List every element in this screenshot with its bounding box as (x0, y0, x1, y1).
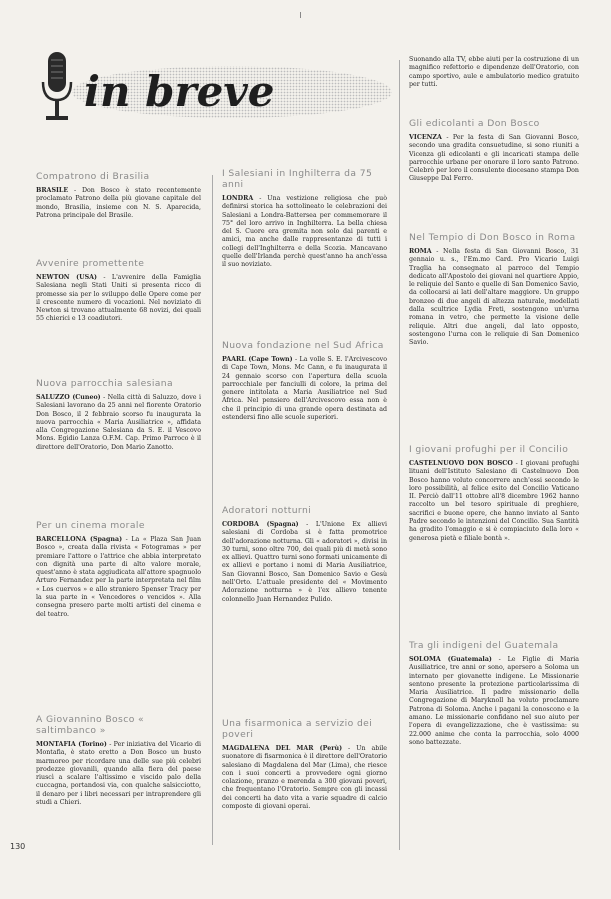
article-body (222, 521, 387, 604)
page-number: 130 (10, 842, 26, 851)
article (36, 520, 201, 619)
article-lead: PAARL (Cape Town) (222, 356, 293, 363)
article-title: Compatrono di Brasilia (36, 171, 150, 182)
article-body (36, 741, 201, 807)
article (409, 444, 579, 543)
article-title: Nel Tempio di Don Bosco in Roma (409, 232, 576, 243)
article-lead: CASTELNUOVO DON BOSCO (409, 460, 513, 467)
article-lead: BARCELLONA (Spagna) (36, 536, 123, 543)
article-text: - L'Unione Ex allievi salesiani di Cordoba si è fatta promotrice dell'adorazione notturna. Gli « adoratori », divisi in 30 turni, sono oltre 700, dei quali più di metà sono ex allievi. Quattro turni sono formati unicamente di ex allievi e portano i nomi di Maria Ausiliatrice, San Giovanni Bosco, San Domenico Savio e Gesù nell'Orto. L'attuale presidente del « Movimento Adorazione notturna » è l'ex allievo tenente colonnello Juan Hernandez Pulido. (222, 521, 387, 603)
page-tick-mark (300, 12, 301, 18)
banner-title: in breve (84, 67, 275, 116)
article-body (409, 248, 579, 348)
article-lead: CORDOBA (Spagna) (222, 521, 299, 528)
article-title: A Giovannino Bosco « saltimbanco » (36, 714, 145, 736)
article-body (222, 356, 387, 422)
article (222, 505, 387, 604)
article-lead: MONTAFIA (Torino) (36, 741, 107, 748)
article (222, 718, 387, 811)
article-text: Suonando alla TV, ebbe aiuti per la costruzione di un magnifico refettorio e dipendenze dell'Oratorio, con campo sportivo, aule e ambulatorio medico gratuito per tutti. (409, 56, 579, 88)
article-body (36, 394, 201, 452)
in-breve-banner (22, 52, 397, 124)
article-lead: VICENZA (409, 134, 442, 141)
article-text: - Nella città di Saluzzo, dove i Salesiani lavorano da 25 anni nel fiorente Oratorio Don Bosco, il 2 febbraio scorso fu inaugurata la nuova parrocchia « Maria Ausiliatrice », affidata alla Congregazione Salesiana da S. E. il Vescovo Mons. Egidio Lanza O.F.M. Cap. Primo Parroco è il direttore dell'Oratorio, Don Mario Zanotto. (36, 394, 201, 451)
article-body (36, 187, 201, 220)
article (36, 378, 201, 452)
microphone-icon (43, 52, 71, 120)
article-text: - La volle S. E. l'Arcivescovo di Cape Town, Mons. Mc Cann, e fu inaugurata il 24 gennaio scorso con l'apertura della scuola parrocchiale per fanciulli di colore, la prima del genere intitolata a Maria Ausiliatrice nel Sud Africa. Nel pensiero dell'Arcivescovo essa non è che il principio di una grande opera destinata ad estendersi fino alle scuole superiori. (222, 356, 387, 422)
article-text: - Una vestizione religiosa che può definirsi storica ha sottolineato le celebrazioni dei Salesiani a Londra-Battersea per commemorare il 75° del loro arrivo in Inghilterra. La bella chiesa del S. Cuore era gremita non solo dai parenti e amici, ma anche dalle rappresentanze di tutti i collegi dell'Inghilterra e della Scozia. Mancavano quelle dell'Irlanda perchè quest'anno ha anch'essa il suo noviziato. (222, 195, 387, 269)
article (409, 232, 579, 348)
article-lead: NEWTON (USA) (36, 274, 98, 281)
article-body (36, 536, 201, 619)
article-title: Avvenire promettente (36, 258, 145, 269)
article-title: Tra gli indigeni del Guatemala (409, 640, 559, 651)
article-text: - La « Plaza San Juan Bosco », creata dalla rivista « Fotogramas » per premiare l'attore o l'attrice che abbia interpretato con dignità una parte di alto valore morale, quest'anno è stata aggiudicata all'attore spagnuolo Arturo Fernandez per la parte interpretata nel film « Los cuervos » e allo straniero Spenser Tracy per la sua parte in « Vencedores o vencidos ». Alla consegna presero parte molti artisti del cinema e del teatro. (36, 536, 202, 618)
article-body (222, 195, 387, 270)
article-body (409, 460, 579, 543)
article-title: I Salesiani in Inghilterra da 75 anni (222, 168, 373, 190)
article-lead: ROMA (409, 248, 432, 255)
article-continuation (409, 56, 579, 89)
article-text: - L'avvenire della Famiglia Salesiana negli Stati Uniti si presenta ricco di promesse sia per lo sviluppo delle Opere come per il crescente numero di vocazioni. Nel noviziato di Newton si trovano attualmente 68 novizi, dei quali 55 chierici e 13 coadiutori. (36, 274, 201, 323)
article-text: - Per la festa di San Giovanni Bosco, secondo una gradita consuetudine, si sono riuniti a Vicenza gli edicolanti e gli incaricati stampa delle parrocchie urbane per onorare il loro santo Patrono. Celebrò per loro il consulente diocesano stampa Don Giuseppe Dal Ferro. (409, 134, 579, 183)
article-body (409, 134, 579, 184)
article (222, 168, 387, 270)
article-text: - Le Figlie di Maria Ausiliatrice, tre anni or sono, apersero a Soloma un internato per giovanette indigene. Le Missionarie sentono presente la protezione particolarissima di Maria Ausiliatrice. Il padre missionario della Congregazione di Maryknoll ha voluto proclamare Patrona di Soloma. Anche i pagani la conoscono e la amano. Le missionarie confidano nel suo aiuto per l'opera di evangelizzazione, che è vastissima: su 22.000 anime che conta la parrocchia, solo 4000 sono battezzate. (409, 656, 579, 746)
article-title: Una fisarmonica a servizio dei poveri (222, 718, 373, 740)
article-body (409, 656, 579, 747)
article-text: - Don Bosco è stato recentemente proclamato Patrono della più giovane capitale del mondo, Brasilia, insieme con N. S. Aparecida, Patrona principale del Brasile. (36, 187, 201, 219)
column-divider (212, 175, 213, 845)
article (36, 714, 201, 807)
article-lead: MAGDALENA DEL MAR (Perù) (222, 745, 343, 752)
article-title: I giovani profughi per il Concilio (409, 444, 569, 455)
article-title: Gli edicolanti a Don Bosco (409, 118, 540, 129)
column-divider (399, 60, 400, 850)
article-body (36, 274, 201, 324)
article-text: - Nella festa di San Giovanni Bosco, 31 gennaio u. s., l'Em.mo Card. Pro Vicario Luigi Traglia ha consegnato al parroco del Tempio dedicato all'Apostolo dei giovani nel quartiere Appio, le reliquie del Santo e quelle di San Domenico Savio, da collocarsi ai lati dell'altare maggiore. Un gruppo bronzeo di due angeli di altezza naturale, modellati dalla scultrice Lydia Freti, sostengono un'urna romana in vetro, che permette la visione delle reliquie. Altri due angeli, dal lato opposto, sostengono l'urna con le reliquie di San Domenico Savio. (409, 248, 579, 347)
article-lead: SOLOMA (Guatemala) (409, 656, 492, 663)
article-lead: LONDRA (222, 195, 254, 202)
article-text: - I giovani profughi lituani dell'Istituto Salesiano di Castelnuovo Don Bosco hanno voluto concorrere anch'essi secondo le loro possibilità, al felice esito del Concilio Vaticano II. Perciò dall'11 ottobre all'8 dicembre 1962 hanno raccolto un bel tesoro spirituale di preghiere, sacrifici e buone opere, che hanno inviato al Santo Padre secondo le intenzioni del Concilio. Sua Santità ha gradito l'omaggio e si è compiaciuto della loro « generosa pietà e filiale bontà ». (409, 460, 579, 542)
article-title: Per un cinema morale (36, 520, 145, 531)
article (36, 171, 201, 220)
article-title: Adoratori notturni (222, 505, 312, 516)
article (36, 258, 201, 324)
article-title: Nuova fondazione nel Sud Africa (222, 340, 384, 351)
article-lead: SALUZZO (Cuneo) (36, 394, 101, 401)
article-title: Nuova parrocchia salesiana (36, 378, 174, 389)
article (222, 340, 387, 422)
article-body (409, 56, 579, 89)
article (409, 640, 579, 747)
article-text: - Per iniziativa del Vicario di Montafia, è stato eretto a Don Bosco un busto marmoreo per ricordare una delle sue più celebri prodezze giovanili, quando alla fiera del paese riuscì a scalare l'altissimo e viscido palo della cuccagna, portandosi via, con qualche salsicciotto, il denaro per i libri necessari per intraprendere gli studi a Chieri. (36, 741, 202, 807)
article-body (222, 745, 387, 811)
article-text: - Un abile suonatore di fisarmonica è il direttore dell'Oratorio salesiano di Magdalena del Mar (Lima), che riesce con i suoi concerti a provvedere ogni giorno colazione, pranzo e merenda a 300 giovani poveri, che frequentano l'Oratorio. Sempre con gli incassi dei concerti ha dato vita a varie squadre di calcio composte di giovani operai. (222, 745, 387, 811)
article (409, 118, 579, 184)
article-lead: BRASILE (36, 187, 69, 194)
